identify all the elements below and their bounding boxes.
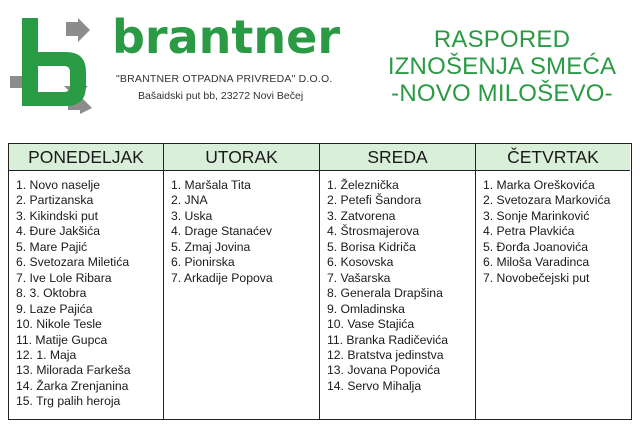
street-item: 5. Zmaj Jovina <box>171 239 251 254</box>
street-item: 3. Kikindski put <box>16 208 98 223</box>
schedule-table <box>8 143 632 420</box>
street-item: 1. Maršala Tita <box>171 178 251 192</box>
day-header: ČETVRTAK <box>476 144 630 171</box>
street-item: 12. 1. Maja <box>16 347 77 362</box>
street-item: 4. Đure Jakšića <box>16 224 100 239</box>
street-item: 11. Branka Radičevića <box>327 332 449 347</box>
street-item: 14. Servo Mihalja <box>327 378 422 393</box>
day-column <box>9 144 164 419</box>
street-item: 4. Štrosmajerova <box>327 224 420 239</box>
street-item: 1. Marka Oreškovića <box>483 178 595 192</box>
title-line-3: -NOVO MILOŠEVO- <box>391 80 613 107</box>
title-line-1: RASPORED <box>433 26 571 53</box>
street-item: 8. Generala Drapšina <box>327 286 443 301</box>
street-item: 5. Mare Pajić <box>16 239 88 254</box>
street-list <box>9 171 163 410</box>
day-header: SREDA <box>320 144 475 171</box>
company-name: "BRANTNER OTPADNA PRIVREDA" D.O.O. <box>116 73 333 85</box>
street-item: 9. Omladinska <box>327 301 405 316</box>
title-line-2: IZNOŠENJA SMEĆA <box>387 53 617 80</box>
street-item: 8. 3. Oktobra <box>16 286 87 301</box>
street-list <box>476 171 630 286</box>
company-address: Bašaidski put bb, 23272 Novi Bečej <box>138 90 304 102</box>
day-column <box>476 144 630 419</box>
street-item: 1. Železnička <box>327 178 399 192</box>
street-item: 6. Kosovska <box>327 255 394 270</box>
street-item: 7. Vašarska <box>327 270 391 285</box>
street-item: 2. Petefi Šandora <box>327 193 422 208</box>
day-column <box>164 144 320 419</box>
street-item: 9. Laze Pajića <box>16 301 93 316</box>
brand-name: brantner <box>112 10 341 64</box>
street-item: 11. Matije Gupca <box>16 332 108 347</box>
street-item: 6. Miloša Varadinca <box>483 255 590 270</box>
street-item: 7. Arkadije Popova <box>171 270 273 285</box>
street-item: 14. Žarka Zrenjanina <box>16 378 129 393</box>
street-item: 7. Novobečejski put <box>483 270 590 285</box>
street-item: 15. Trg palih heroja <box>16 394 121 409</box>
street-item: 3. Uska <box>171 208 213 223</box>
street-item: 4. Drage Stanaćev <box>171 224 272 239</box>
street-item: 3. Zatvorena <box>327 208 396 223</box>
street-item: 13. Jovana Popovića <box>327 363 441 378</box>
street-item: 10. Nikole Tesle <box>16 317 102 332</box>
day-header: PONEDELJAK <box>9 144 163 171</box>
page-title <box>376 26 628 107</box>
street-item: 7. Ive Lole Ribara <box>16 270 112 285</box>
street-item: 3. Sonje Marinković <box>483 208 590 223</box>
street-item: 13. Milorada Farkeša <box>16 363 131 378</box>
street-item: 6. Svetozara Miletića <box>16 255 130 270</box>
brantner-logo <box>8 18 100 114</box>
street-item: 2. Partizanska <box>16 193 94 208</box>
street-list <box>320 171 475 394</box>
street-item: 2. JNA <box>171 193 208 208</box>
street-item: 2. Svetozara Markovića <box>483 193 611 208</box>
header <box>0 0 640 128</box>
street-item: 5. Đorđa Joanovića <box>483 239 589 254</box>
street-item: 4. Petra Plavkića <box>483 224 575 239</box>
street-list <box>164 171 319 286</box>
street-item: 10. Vase Stajića <box>327 317 415 332</box>
street-item: 5. Borisa Kidriča <box>327 239 416 254</box>
street-item: 12. Bratstva jedinstva <box>327 347 444 362</box>
day-column <box>320 144 476 419</box>
street-item: 6. Pionirska <box>171 255 235 270</box>
day-header: UTORAK <box>164 144 319 171</box>
street-item: 1. Novo naselje <box>16 178 101 192</box>
